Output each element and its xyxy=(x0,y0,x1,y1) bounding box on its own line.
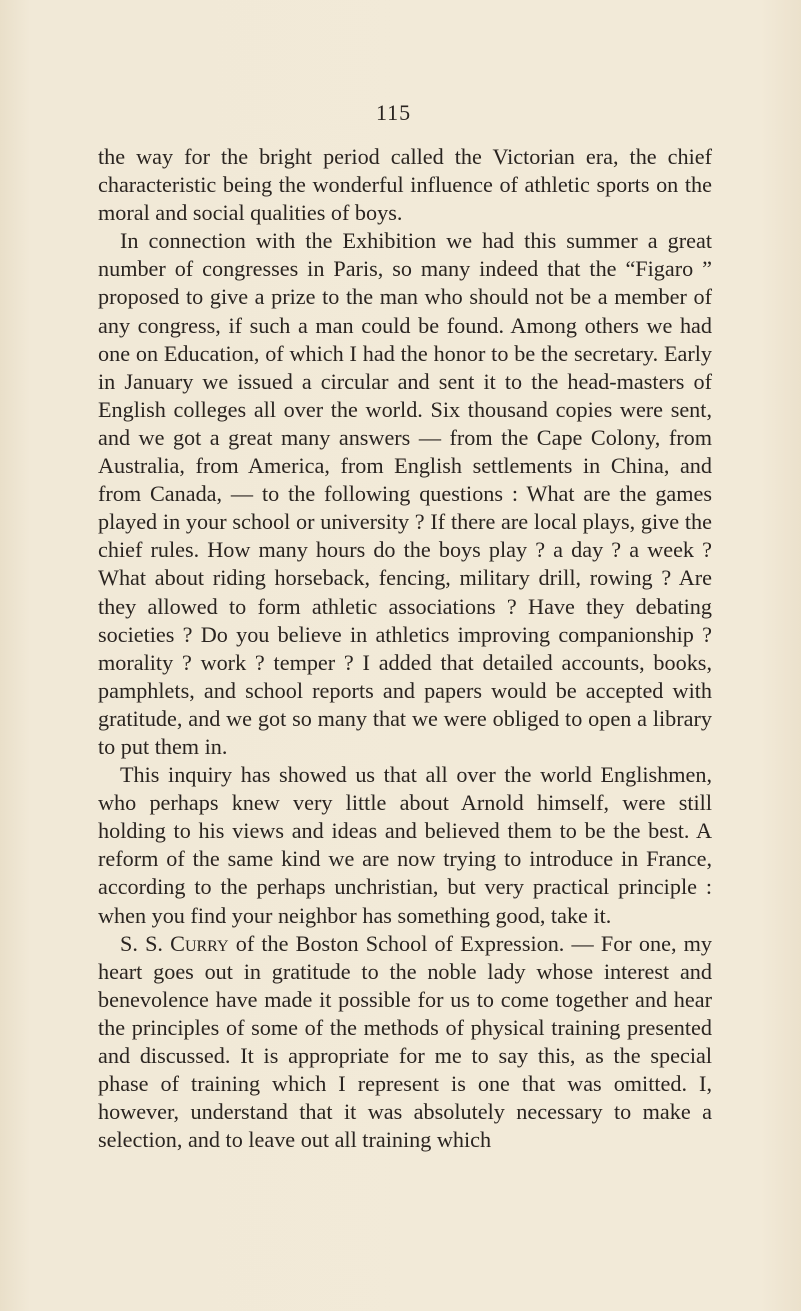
speaker-name: Curry xyxy=(170,930,229,956)
paragraph-3: This inquiry has showed us that all over the world Englishmen, who perhaps knew very little about Arnold himself, were still holding to his views and ideas and believed them to be the best. A reform of the same kind we are now trying to introduce in France, according to the perhaps unchristian, but very practical principle : when you find your neighbor has something good, take it. xyxy=(98,762,712,928)
paragraph-2: In connection with the Exhibition we had this summer a great number of congresses in Paris, so many indeed that the “Figaro ” proposed to give a prize to the man who should not be a member of any congress, if such a man could be found. Among others we had one on Education, of which I had the honor to be the secretary. Early in January we issued a circular and sent it to the head-masters of English colleges all over the world. Six thousand copies were sent, and we got a great many answers — from the Cape Colony, from Australia, from America, from English settlements in China, and from Canada, — to the following questions : What are the games played in your school or university ? If there are local plays, give the chief rules. How many hours do the boys play ? a day ? a week ? What about riding horseback, fencing, military drill, rowing ? Are they allowed to form athletic associations ? Have they debating societies ? Do you believe in athletics improving companionship ? morality ? work ? temper ? I added that detailed accounts, books, pamphlets, and school reports and papers would be accepted with gratitude, and we got so many that we were obliged to open a library to put them in. xyxy=(98,228,712,759)
page-body xyxy=(98,143,712,1154)
paragraph-1: the way for the bright period called the Victorian era, the chief characteristic being the wonderful influence of athletic sports on the moral and social qualities of boys. xyxy=(98,144,712,226)
paragraph-4 xyxy=(98,930,712,1155)
paragraph-4-text: of the Boston School of Expression. — For one, my heart goes out in gratitude to the noble lady whose interest and benevolence have made it possible for us to come together and hear the principles of some of the methods of physical training presented and discussed. It is appropriate for me to say this, as the special phase of training which I represent is one that was omitted. I, however, understand that it was absolutely necessary to make a selection, and to leave out all training which xyxy=(98,930,713,1153)
speaker-initials: S. S. xyxy=(120,930,163,956)
page-number: 115 xyxy=(376,100,412,125)
